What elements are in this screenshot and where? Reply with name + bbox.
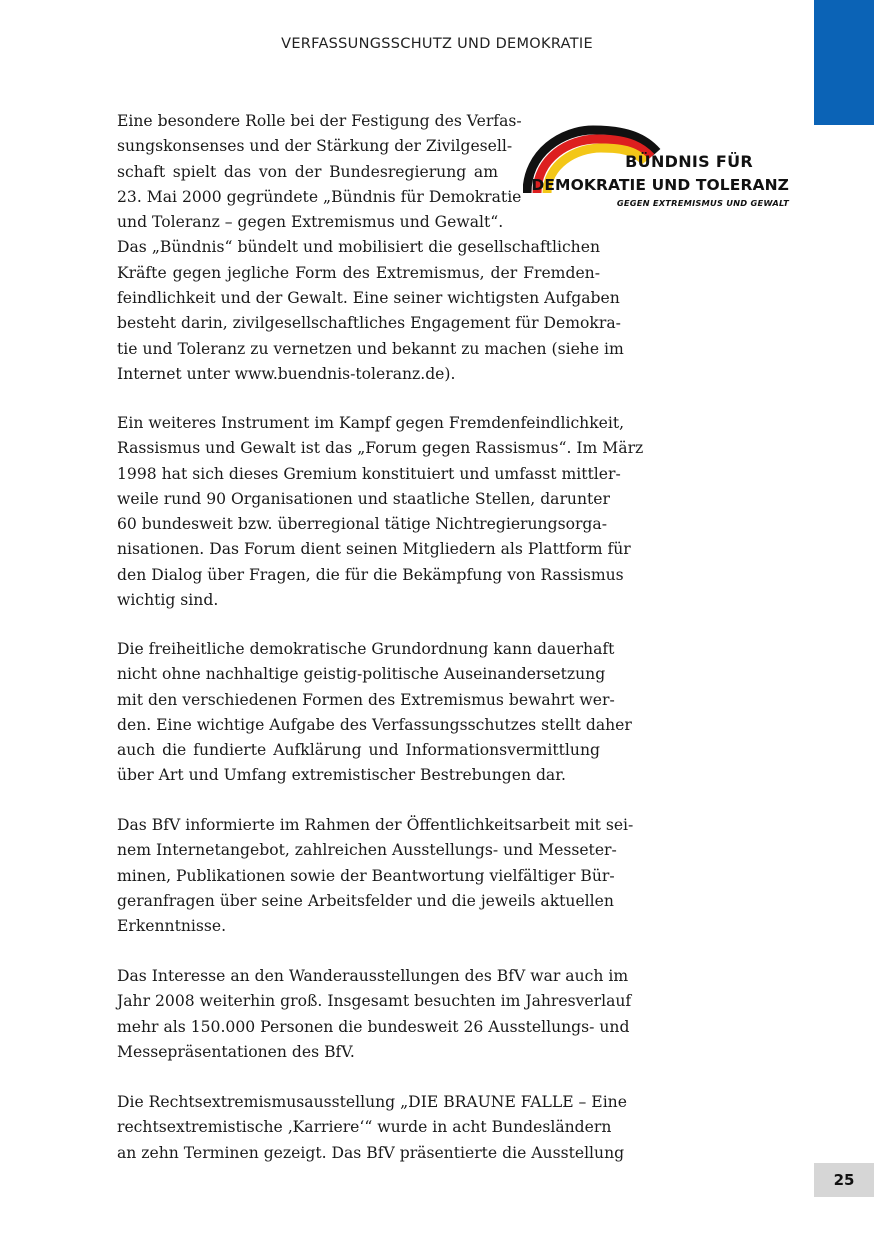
- text-line: nicht ohne nachhaltige geistig-politische Auseinandersetzung: [117, 665, 606, 684]
- text-line: und Toleranz – gegen Extremismus und Gewalt“.: [117, 213, 504, 232]
- text-line: den. Eine wichtige Aufgabe des Verfassungsschutzes stellt daher: [117, 715, 632, 734]
- text-line: Das „Bündnis“ bündelt und mobilisiert die gesellschaftlichen: [117, 238, 600, 257]
- text-line: den Dialog über Fragen, die für die Bekämpfung von Rassismus: [117, 565, 624, 584]
- text-line: schaft spielt das von der Bundesregierung am: [117, 162, 498, 181]
- text-line: Internet unter www.buendnis-toleranz.de).: [117, 364, 456, 383]
- text-line: Erkenntnisse.: [117, 917, 227, 936]
- text-line: mit den verschiedenen Formen des Extremismus bewahrt wer-: [117, 690, 615, 709]
- text-line: Messepräsentationen des BfV.: [117, 1042, 355, 1061]
- logo-line-2: DEMOKRATIE UND TOLERANZ: [531, 176, 789, 194]
- text-line: tie und Toleranz zu vernetzen und bekannt zu machen (siehe im: [117, 339, 624, 358]
- logo-line-3: GEGEN EXTREMISMUS UND GEWALT: [616, 198, 789, 208]
- text-line: an zehn Terminen gezeigt. Das BfV präsentierte die Ausstellung: [117, 1143, 625, 1162]
- running-header: VERFASSUNGSSCHUTZ UND DEMOKRATIE: [281, 36, 593, 52]
- text-line: nem Internetangebot, zahlreichen Ausstellungs- und Messeter-: [117, 841, 617, 860]
- text-line: Rassismus und Gewalt ist das „Forum gegen Rassismus“. Im März: [117, 439, 644, 458]
- text-line: Ein weiteres Instrument im Kampf gegen Fremdenfeindlichkeit,: [117, 414, 625, 432]
- text-line: wichtig sind.: [117, 591, 219, 610]
- text-line: Eine besondere Rolle bei der Festigung des Verfas-: [117, 112, 522, 130]
- text-line: Das Interesse an den Wanderausstellungen des BfV war auch im: [117, 967, 629, 985]
- paragraph-braune-falle: [117, 1090, 627, 1166]
- text-line: weile rund 90 Organisationen und staatliche Stellen, darunter: [117, 489, 610, 508]
- page-number: 25: [814, 1163, 874, 1197]
- paragraph-buendnis: [117, 109, 624, 387]
- text-line: nisationen. Das Forum dient seinen Mitgliedern als Plattform für: [117, 540, 631, 559]
- text-line: 60 bundesweit bzw. überregional tätige Nichtregierungsorga-: [117, 515, 607, 534]
- chapter-tab: [814, 0, 874, 125]
- paragraph-forum: [117, 411, 644, 613]
- text-line: Das BfV informierte im Rahmen der Öffentlichkeitsarbeit mit sei-: [117, 816, 634, 834]
- text-line: minen, Publikationen sowie der Beantwortung vielfältiger Bür-: [117, 866, 615, 885]
- text-line: rechtsextremistische ‚Karriere‘“ wurde in acht Bundesländern: [117, 1118, 612, 1137]
- paragraph-oeffentlichkeitsarbeit: [117, 813, 634, 939]
- paragraph-grundordnung: [117, 637, 632, 789]
- text-line: Kräfte gegen jegliche Form des Extremismus, der Fremden-: [117, 263, 600, 282]
- text-line: mehr als 150.000 Personen die bundesweit 26 Ausstellungs- und: [117, 1017, 630, 1036]
- logo-line-1: BÜNDNIS FÜR: [625, 152, 753, 171]
- text-line: Die Rechtsextremismusausstellung „DIE BRAUNE FALLE – Eine: [117, 1093, 627, 1111]
- text-line: besteht darin, zivilgesellschaftliches Engagement für Demokra-: [117, 314, 621, 333]
- text-line: feindlichkeit und der Gewalt. Eine seiner wichtigsten Aufgaben: [117, 289, 620, 308]
- text-line: geranfragen über seine Arbeitsfelder und die jeweils aktuellen: [117, 891, 614, 910]
- text-line: 23. Mai 2000 gegründete „Bündnis für Demokratie: [117, 187, 522, 206]
- text-line: 1998 hat sich dieses Gremium konstituiert und umfasst mittler-: [117, 464, 621, 483]
- text-line: über Art und Umfang extremistischer Bestrebungen dar.: [117, 766, 566, 785]
- text-line: auch die fundierte Aufklärung und Informationsvermittlung: [117, 741, 600, 760]
- text-line: Die freiheitliche demokratische Grundordnung kann dauerhaft: [117, 640, 615, 658]
- text-line: Jahr 2008 weiterhin groß. Insgesamt besuchten im Jahresverlauf: [117, 992, 632, 1011]
- paragraph-wanderausstellungen: [117, 964, 632, 1065]
- text-line: sungskonsenses und der Stärkung der Zivilgesell-: [117, 137, 513, 156]
